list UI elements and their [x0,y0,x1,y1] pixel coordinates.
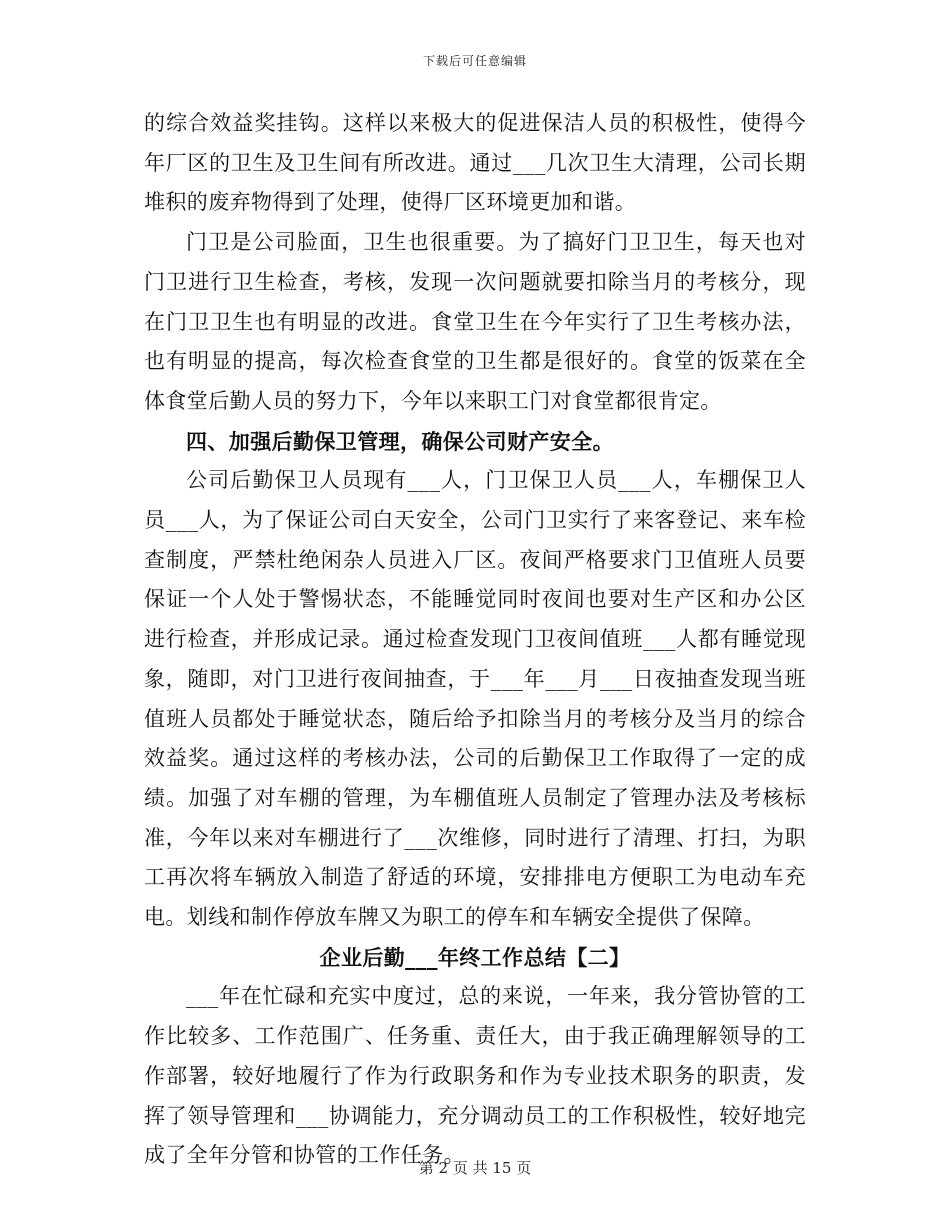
section-heading-security: 四、加强后勤保卫管理，确保公司财产安全。 [186,428,614,454]
paragraph-year-summary: ___年在忙碌和充实中度过，总的来说，一年来，我分管协管的工作比较多、工作范围广、任务重、责任大，由于我正确理解领导的工作部署，较好地履行了作为行政职务和作为专业技术职务的职责，发挥了领导管理和___协调能力，充分调动员工的工作积极性，较好地完成了全年分管和协管的工作任务。 [144,984,806,1168]
page-header: 下载后可任意编辑 [422,54,527,68]
document-body [144,104,806,1176]
paragraph-security-management: 公司后勤保卫人员现有___人，门卫保卫人员___人，车棚保卫人员___人，为了保证公司白天安全，公司门卫实行了来客登记、来车检查制度，严禁杜绝闲杂人员进入厂区。夜间严格要求门卫值班人员要保证一个人处于警惕状态，不能睡觉同时夜间也要对生产区和办公区进行检查，并形成记录。通过检查发现门卫夜间值班___人都有睡觉现象，随即，对门卫进行夜间抽查，于___年___月___日夜抽查发现当班值班人员都处于睡觉状态，随后给予扣除当月的考核分及当月的综合效益奖。通过这样的考核办法，公司的后勤保卫工作取得了一定的成绩。加强了对车棚的管理，为车棚值班人员制定了管理办法及考核标准，今年以来对车棚进行了___次维修，同时进行了清理、打扫，为职工再次将车辆放入制造了舒适的环境，安排排电方便职工为电动车充电。划线和制作停放车牌又为职工的停车和车辆安全提供了保障。 [144,468,806,930]
page-number-footer: 第 2 页 共 15 页 [418,1159,532,1177]
document-section-title: 企业后勤___年终工作总结【二】 [319,944,631,970]
paragraph-gate-canteen-hygiene: 门卫是公司脸面，卫生也很重要。为了搞好门卫卫生，每天也对门卫进行卫生检查，考核，发现一次问题就要扣除当月的考核分，现在门卫卫生也有明显的改进。食堂卫生在今年实行了卫生考核办法，也有明显的提高，每次检查食堂的卫生都是很好的。食堂的饭菜在全体食堂后勤人员的努力下，今年以来职工门对食堂都很肯定。 [144,230,806,413]
paragraph-continuation: 的综合效益奖挂钩。这样以来极大的促进保洁人员的积极性，使得今年厂区的卫生及卫生间有所改进。通过___几次卫生大清理，公司长期堆积的废弃物得到了处理，使得厂区环境更加和谐。 [144,111,806,215]
